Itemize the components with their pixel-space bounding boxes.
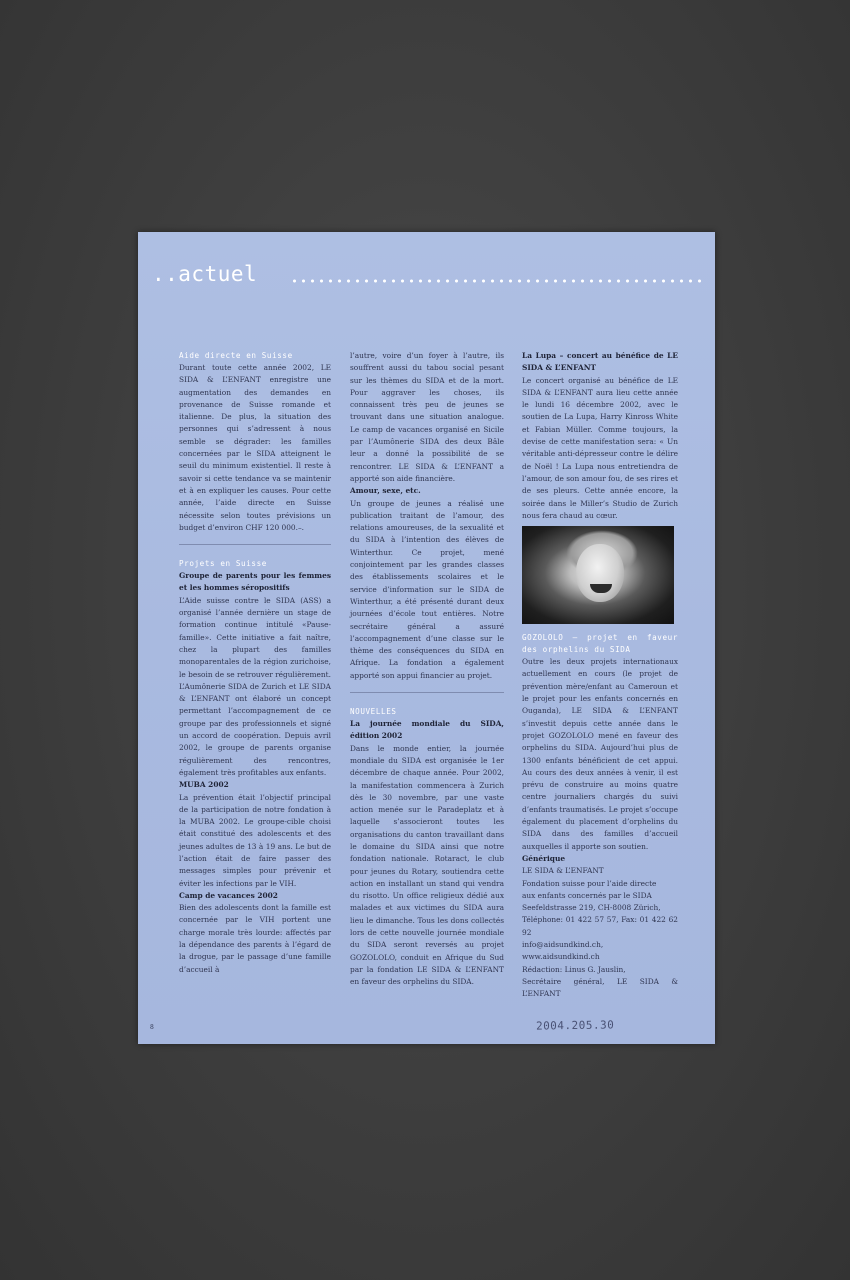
article-heading: Amour, sexe, etc. (350, 486, 421, 496)
column-2 (350, 350, 504, 989)
newsletter-page (138, 232, 715, 1044)
credit-line: Seefeldstrasse 219, CH-8008 Zürich, (522, 903, 661, 913)
paragraph: La prévention était l’objectif principal de la participation de notre fondation à la MUBA 2002. Le groupe-cible choisi était constitué des adolescents et des jeunes adultes de 13 à 19 ans. Le but de l’action était de faire passer des messages simples pour prévenir et éviter les infections par le VIH. (179, 792, 331, 888)
paragraph: Outre les deux projets internationaux actuellement en cours (le projet de prévention mère/enfant au Cameroun et le projet pour les enfants concernés en Ouganda), LE SIDA & L’ENFANT s’investit depuis cette année dans le projet GOZOLOLO mené en faveur des orphelins du SIDA. Aujourd’hui plus de 1300 enfants bénéficient de cet appui. Au cours des deux années à venir, il est prévu de construire au moins quatre centre journaliers chargés du suivi d’enfants traumatisés. Le projet s’occupe également du placement d’orphelins du SIDA dans des familles d’accueil auxquelles il apporte son soutien. (522, 657, 678, 851)
archive-stamp: 2004.205.30 (535, 1018, 615, 1033)
divider (179, 544, 331, 545)
page-number: 8 (150, 1024, 154, 1031)
credit-line: aux enfants concernés par le SIDA (522, 890, 652, 900)
paragraph: Le concert organisé au bénéfice de LE SIDA & L’ENFANT aura lieu cette année le lundi 16 décembre 2002, avec le soutien de La Lupa, Harry Kinross White et Fabian Müller. Comme toujours, la devise de cette manifestation sera: « Un véritable anti-dépresseur contre le délire de Noël ! La Lupa nous entretiendra de l’amour, de son amour fou, de ses rires et de ses pleurs. Cette année encore, la soirée dans le Miller’s Studio de Zurich nous fera chaud au cœur. (522, 375, 678, 520)
paragraph: Durant toute cette année 2002, LE SIDA & L’ENFANT enregistre une augmentation des demandes en provenance de Suisse romande et italienne. De plus, la situation des personnes qui s’adressent à nous semble se dégrader: les familles concernées par le SIDA atteignent le seuil du minimum existentiel. Il reste à savoir si cette tendance va se maintenir et à en expliquer les causes. Pour cette année, l’aide directe en Suisse nécessite selon toutes prévisions un budget d’environ CHF 120 000.–. (179, 363, 331, 532)
section-heading-projets: Projets en Suisse (179, 559, 267, 569)
paragraph: Dans le monde entier, la journée mondiale du SIDA est organisée le 1er décembre de chaque année. Pour 2002, la manifestation commencera à Zurich dès le 30 novembre, par une vaste action menée sur le Paradeplatz et à laquelle s’associeront toutes les organisations du canton travaillant dans le domaine du SIDA ainsi que notre fondation nationale. Rotaract, le club pour jeunes du Rotary, soutiendra cette action en installant un stand qui vendra du risotto. Un office religieux dédié aux malades et aux victimes du SIDA aura lieu le dimanche. Tous les dons collectés lors de cette nouvelle journée mondiale du SIDA seront reversés au projet GOZOLOLO, conduit en Afrique du Sud par la fondation LE SIDA & L’ENFANT en faveur des orphelins du SIDA. (350, 743, 504, 987)
credit-line: Rédaction: Linus G. Jauslin, (522, 964, 626, 974)
credit-line: info@aidsundkind.ch, www.aidsundkind.ch (522, 939, 604, 962)
article-heading: Générique (522, 853, 566, 863)
masthead (152, 262, 707, 292)
masthead-title: ..actuel (152, 262, 258, 286)
paragraph: Un groupe de jeunes a réalisé une publication traitant de l’amour, des relations amoureuses, de la sexualité et du SIDA à l’intention des élèves de Winterthur. Ce projet, mené conjointement par les grandes classes des établissements scolaires et le service d’information sur le SIDA de Winterthur, a été présenté durant deux journées d’école tout entières. Notre secrétaire général a assuré l’accompagnement d’une classe sur le thème des conséquences du SIDA en Afrique. La fondation a également apporté son appui financier au projet. (350, 498, 504, 680)
article-heading: Camp de vacances 2002 (179, 890, 278, 900)
divider (350, 692, 504, 693)
paragraph: L’Aide suisse contre le SIDA (ASS) a organisé l’année dernière un stage de formation continue intitulé «Pause-famille». Cette initiative a fait naître, chez la plupart des familles monoparentales de la région zurichoise, le besoin de se retrouver régulièrement. L’Aumônerie SIDA de Zurich et LE SIDA & L’ENFANT ont élaboré un concept permettant l’accompagnement de ce groupe par des professionnels et signé un accord de coopération. Depuis avril 2002, le groupe de parents organise régulièrement des rencontres, également très profitables aux enfants. (179, 595, 331, 777)
credits (522, 865, 678, 1000)
paragraph: Bien des adolescents dont la famille est concernée par le VIH portent une charge morale très lourde: affectés par la dépendance des parents à l’égard de la drogue, par le passage d’une famille d’accueil à (179, 903, 331, 974)
article-heading: MUBA 2002 (179, 780, 229, 790)
column-1 (179, 350, 331, 976)
credit-line: Téléphone: 01 422 57 57, Fax: 01 422 62 92 (522, 915, 678, 937)
section-heading-aide-directe: Aide directe en Suisse (179, 351, 293, 360)
section-heading-gozololo: GOZOLOLO – projet en faveur des orphelins du SIDA (522, 633, 678, 655)
column-3 (522, 350, 678, 1000)
masthead-dotted-rule (290, 279, 707, 283)
singer-photo (522, 526, 674, 624)
credit-line: Secrétaire général, LE SIDA & L’ENFANT (522, 976, 678, 999)
article-heading: La Lupa – concert au bénéfice de LE SIDA & L’ENFANT (522, 351, 678, 373)
paragraph: l’autre, voire d’un foyer à l’autre, ils souffrent aussi du tabou social pesant sur les thèmes du SIDA et de la mort. Pour aggraver les choses, ils connaissent très peu de jeunes se trouvant dans une situation analogue. Le camp de vacances organisé en Sicile par l’Aumônerie SIDA des deux Bâle leur a donné la possibilité de se rencontrer. LE SIDA & L’ENFANT a apporté son aide financière. (350, 351, 504, 483)
article-heading: Groupe de parents pour les femmes et les hommes séropositifs (179, 571, 331, 593)
section-heading-nouvelles: NOUVELLES (350, 707, 397, 717)
credit-line: LE SIDA & L’ENFANT (522, 866, 604, 876)
credit-line: Fondation suisse pour l’aide directe (522, 878, 657, 888)
article-heading: La journée mondiale du SIDA, édition 2002 (350, 719, 504, 741)
